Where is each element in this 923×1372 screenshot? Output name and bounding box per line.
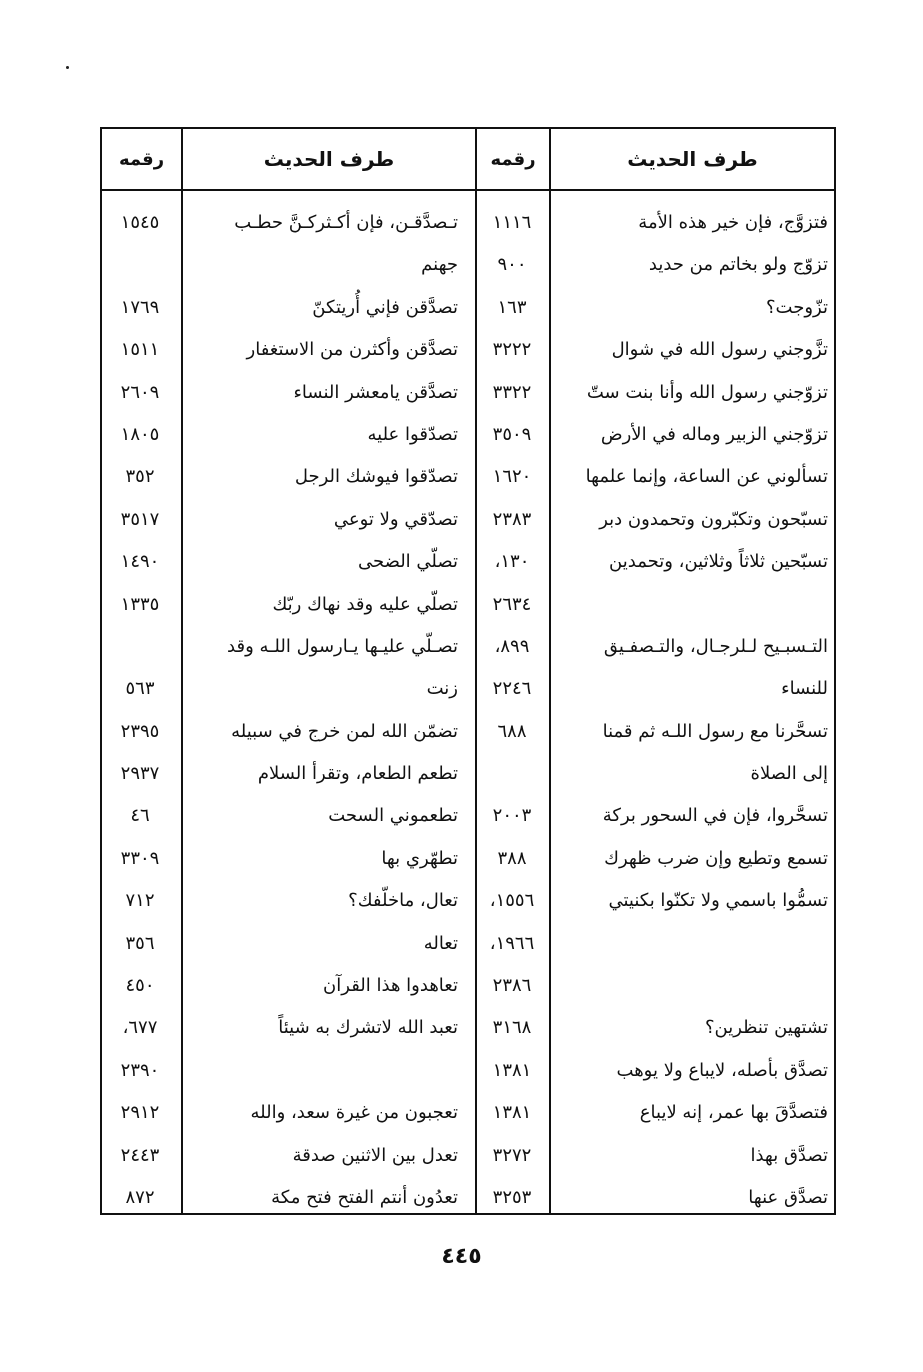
hadith-text-left: تعجبون من غيرة سعد، والله	[250, 1102, 458, 1124]
hadith-text-left: تعاهدوا هذا القرآن	[323, 975, 458, 997]
hadith-number-right: ٣٨٨	[497, 847, 527, 869]
hadith-text-left: تصدَّقن فإني أُريتكنّ	[312, 296, 458, 318]
hadith-text-left: تصلّي عليه وقد نهاك ربّك	[272, 593, 458, 615]
table-row	[100, 541, 836, 583]
table-row	[100, 372, 836, 414]
hadith-text-right: فتصدَّقَ بها عمر، إنه لايباع	[639, 1102, 828, 1124]
hadith-number-left: ١٣٣٥	[120, 593, 160, 615]
hadith-number-left: ١٥٤٥	[120, 212, 160, 233]
hadith-text-left: تضمّن الله لمن خرج في سبيله	[231, 720, 458, 742]
hadith-number-right: ٣٢٢٢	[492, 339, 532, 361]
table-row	[100, 668, 836, 710]
hadith-text-right: تسبّحين ثلاثاً وثلاثين، وتحمدين	[609, 551, 828, 573]
hadith-text-left: تصدَّقن يامعشر النساء	[293, 381, 458, 403]
hadith-text-left: تعبد الله لاتشرك به شيئاً	[278, 1017, 458, 1039]
header-number-left: رقمه	[118, 148, 165, 170]
table-row	[100, 414, 836, 456]
header-hadith-right: طرف الحديث	[627, 147, 758, 171]
hadith-text-right: تسحَّرنا مع رسول اللـه ثم قمنا	[602, 720, 828, 742]
hadith-number-left: ٣٥١٧	[120, 508, 160, 530]
hadith-text-left: تطعموني السحت	[328, 805, 458, 827]
hadith-number-left: ١٨٠٥	[120, 423, 160, 445]
hadith-number-left: ٢٦٠٩	[120, 381, 160, 403]
hadith-number-left: ٢٩٣٧	[120, 763, 160, 785]
table-row	[100, 753, 836, 795]
header-number-right: رقمه	[490, 148, 536, 170]
table-row	[100, 244, 836, 286]
hadith-text-right: تصدَّق عنها	[748, 1186, 828, 1208]
hadith-number-right: ٣٢٥٣	[492, 1186, 532, 1208]
hadith-text-right: تزّوجت؟	[766, 296, 828, 318]
hadith-number-right: ٣٣٢٢	[492, 381, 532, 403]
hadith-number-left: ٢٩١٢	[120, 1102, 160, 1124]
table-row	[100, 1135, 836, 1177]
table-row	[100, 1092, 836, 1134]
hadith-text-left: تطعم الطعام، وتقرأ السلام	[257, 763, 458, 785]
hadith-text-right: تزوّجني رسول الله وأنا بنت ستّ	[586, 381, 828, 403]
hadith-number-right: ٣٥٠٩	[492, 423, 532, 445]
hadith-number-right: ٢٢٤٦	[492, 678, 532, 700]
hadith-text-right: إلى الصلاة	[750, 763, 828, 785]
table-row	[100, 838, 836, 880]
hadith-number-left: ٧١٢	[125, 890, 155, 912]
table-row	[100, 923, 836, 965]
hadith-text-left: تعاله	[423, 932, 458, 954]
hadith-text-left: تصـلّي عليـها يـارسول اللـه وقد	[227, 635, 458, 657]
hadith-text-right: تصدَّق بهذا	[750, 1144, 828, 1166]
table-row	[100, 711, 836, 753]
hadith-number-left: ٤٦	[130, 805, 150, 827]
hadith-number-left: ٦٧٧،	[122, 1017, 158, 1039]
stray-mark	[66, 66, 69, 69]
hadith-text-right: تصدَّق بأصله، لايباع ولا يوهب	[616, 1059, 828, 1081]
table-row	[100, 329, 836, 371]
hadith-number-right: ٨٩٩،	[494, 635, 530, 657]
hadith-text-right: للنساء	[781, 678, 828, 700]
hadith-number-right: ١٣٨١	[492, 1059, 532, 1081]
hadith-text-right: تزَّوجني رسول الله في شوال	[611, 339, 828, 361]
hadith-number-left: ٤٥٠	[125, 975, 155, 997]
hadith-number-left: ٣٣٠٩	[120, 847, 160, 869]
hadith-text-right: تسمع وتطيع وإن ضرب ظهرك	[604, 847, 828, 869]
hadith-number-right: ٦٨٨	[497, 720, 527, 742]
hadith-number-right: ١٩٦٦،	[489, 932, 535, 954]
hadith-text-left: تطهّري بها	[381, 847, 458, 869]
hadith-text-right: تسمُّوا باسمي ولا تكنّوا بكنيتي	[608, 890, 828, 912]
hadith-number-right: ٢٦٣٤	[492, 593, 532, 615]
hadith-number-left: ٥٦٣	[125, 678, 155, 700]
hadith-number-left: ٨٧٢	[125, 1186, 155, 1208]
hadith-number-right: ٢٠٠٣	[492, 805, 532, 827]
hadith-number-left: ١٤٩٠	[120, 551, 160, 573]
header-divider	[102, 189, 834, 191]
hadith-text-right: تسألوني عن الساعة، وإنما علمها	[585, 466, 828, 488]
hadith-number-left: ٢٣٩٥	[120, 720, 160, 742]
hadith-number-right: ٣٢٧٢	[492, 1144, 532, 1166]
header-hadith-left: طرف الحديث	[263, 147, 395, 171]
hadith-text-left: تصلّي الضحى	[357, 551, 458, 573]
table-row	[100, 880, 836, 922]
hadith-text-right: فتزوَّج، فإن خير هذه الأمة	[638, 212, 828, 233]
hadith-number-left: ١٥١١	[120, 339, 160, 361]
hadith-text-right: تزوّج ولو بخاتم من حديد	[648, 254, 828, 276]
hadith-text-left: تصدّقوا فيوشك الرجل	[294, 466, 458, 488]
table-row	[100, 1177, 836, 1219]
hadith-text-right: تزوّجني الزبير وماله في الأرض	[600, 423, 828, 445]
table-row	[100, 1007, 836, 1049]
table-row	[100, 287, 836, 329]
hadith-number-left: ٣٥٦	[125, 932, 155, 954]
hadith-text-right: تسحَّروا، فإن في السحور بركة	[602, 805, 828, 827]
hadith-number-left: ١٧٦٩	[120, 296, 160, 318]
hadith-number-right: ٢٣٨٣	[492, 508, 532, 530]
table-row	[100, 584, 836, 626]
hadith-text-left: تصدّقي ولا توعي	[333, 508, 458, 530]
index-rows	[100, 202, 836, 1219]
hadith-text-right: تشتهين تنظرين؟	[704, 1017, 828, 1039]
page-number: ٤٤٥	[441, 1244, 482, 1269]
hadith-text-left: جهنم	[421, 254, 458, 276]
hadith-text-left: تـصدَّقـن، فإن أكـثركـنَّ حطـب	[234, 212, 458, 233]
hadith-number-right: ٩٠٠	[497, 254, 527, 276]
hadith-text-left: تعدُون أنتم الفتح فتح مكة	[271, 1186, 458, 1208]
hadith-number-left: ٢٤٤٣	[120, 1144, 160, 1166]
hadith-number-right: ٢٣٨٦	[492, 975, 532, 997]
hadith-number-right: ١٣٠،	[494, 551, 530, 573]
hadith-number-right: ١١١٦	[492, 212, 532, 233]
hadith-number-right: ١٥٥٦،	[489, 890, 535, 912]
hadith-text-right: تسبّحون وتكبّرون وتحمدون دبر	[599, 508, 828, 530]
table-row	[100, 202, 836, 244]
hadith-number-right: ١٦٣	[497, 296, 527, 318]
table-row	[100, 1050, 836, 1092]
hadith-number-left: ٢٣٩٠	[120, 1059, 160, 1081]
table-row	[100, 965, 836, 1007]
table-row	[100, 626, 836, 668]
hadith-number-left: ٣٥٢	[125, 466, 155, 488]
table-row	[100, 795, 836, 837]
table-row	[100, 456, 836, 498]
table-row	[100, 499, 836, 541]
hadith-text-left: تصدَّقن وأكثرن من الاستغفار	[246, 339, 458, 361]
hadith-text-left: تعال، ماخلّفك؟	[348, 890, 458, 912]
hadith-text-right: التـسبـيح لـلرجـال، والتـصفـيق	[603, 635, 828, 657]
hadith-text-left: زنت	[426, 678, 458, 700]
hadith-number-right: ١٣٨١	[492, 1102, 532, 1124]
hadith-number-right: ٣١٦٨	[492, 1017, 532, 1039]
hadith-text-left: تعدل بين الاثنين صدقة	[292, 1144, 458, 1166]
hadith-number-right: ١٦٢٠	[492, 466, 532, 488]
hadith-text-left: تصدّقوا عليه	[367, 423, 458, 445]
